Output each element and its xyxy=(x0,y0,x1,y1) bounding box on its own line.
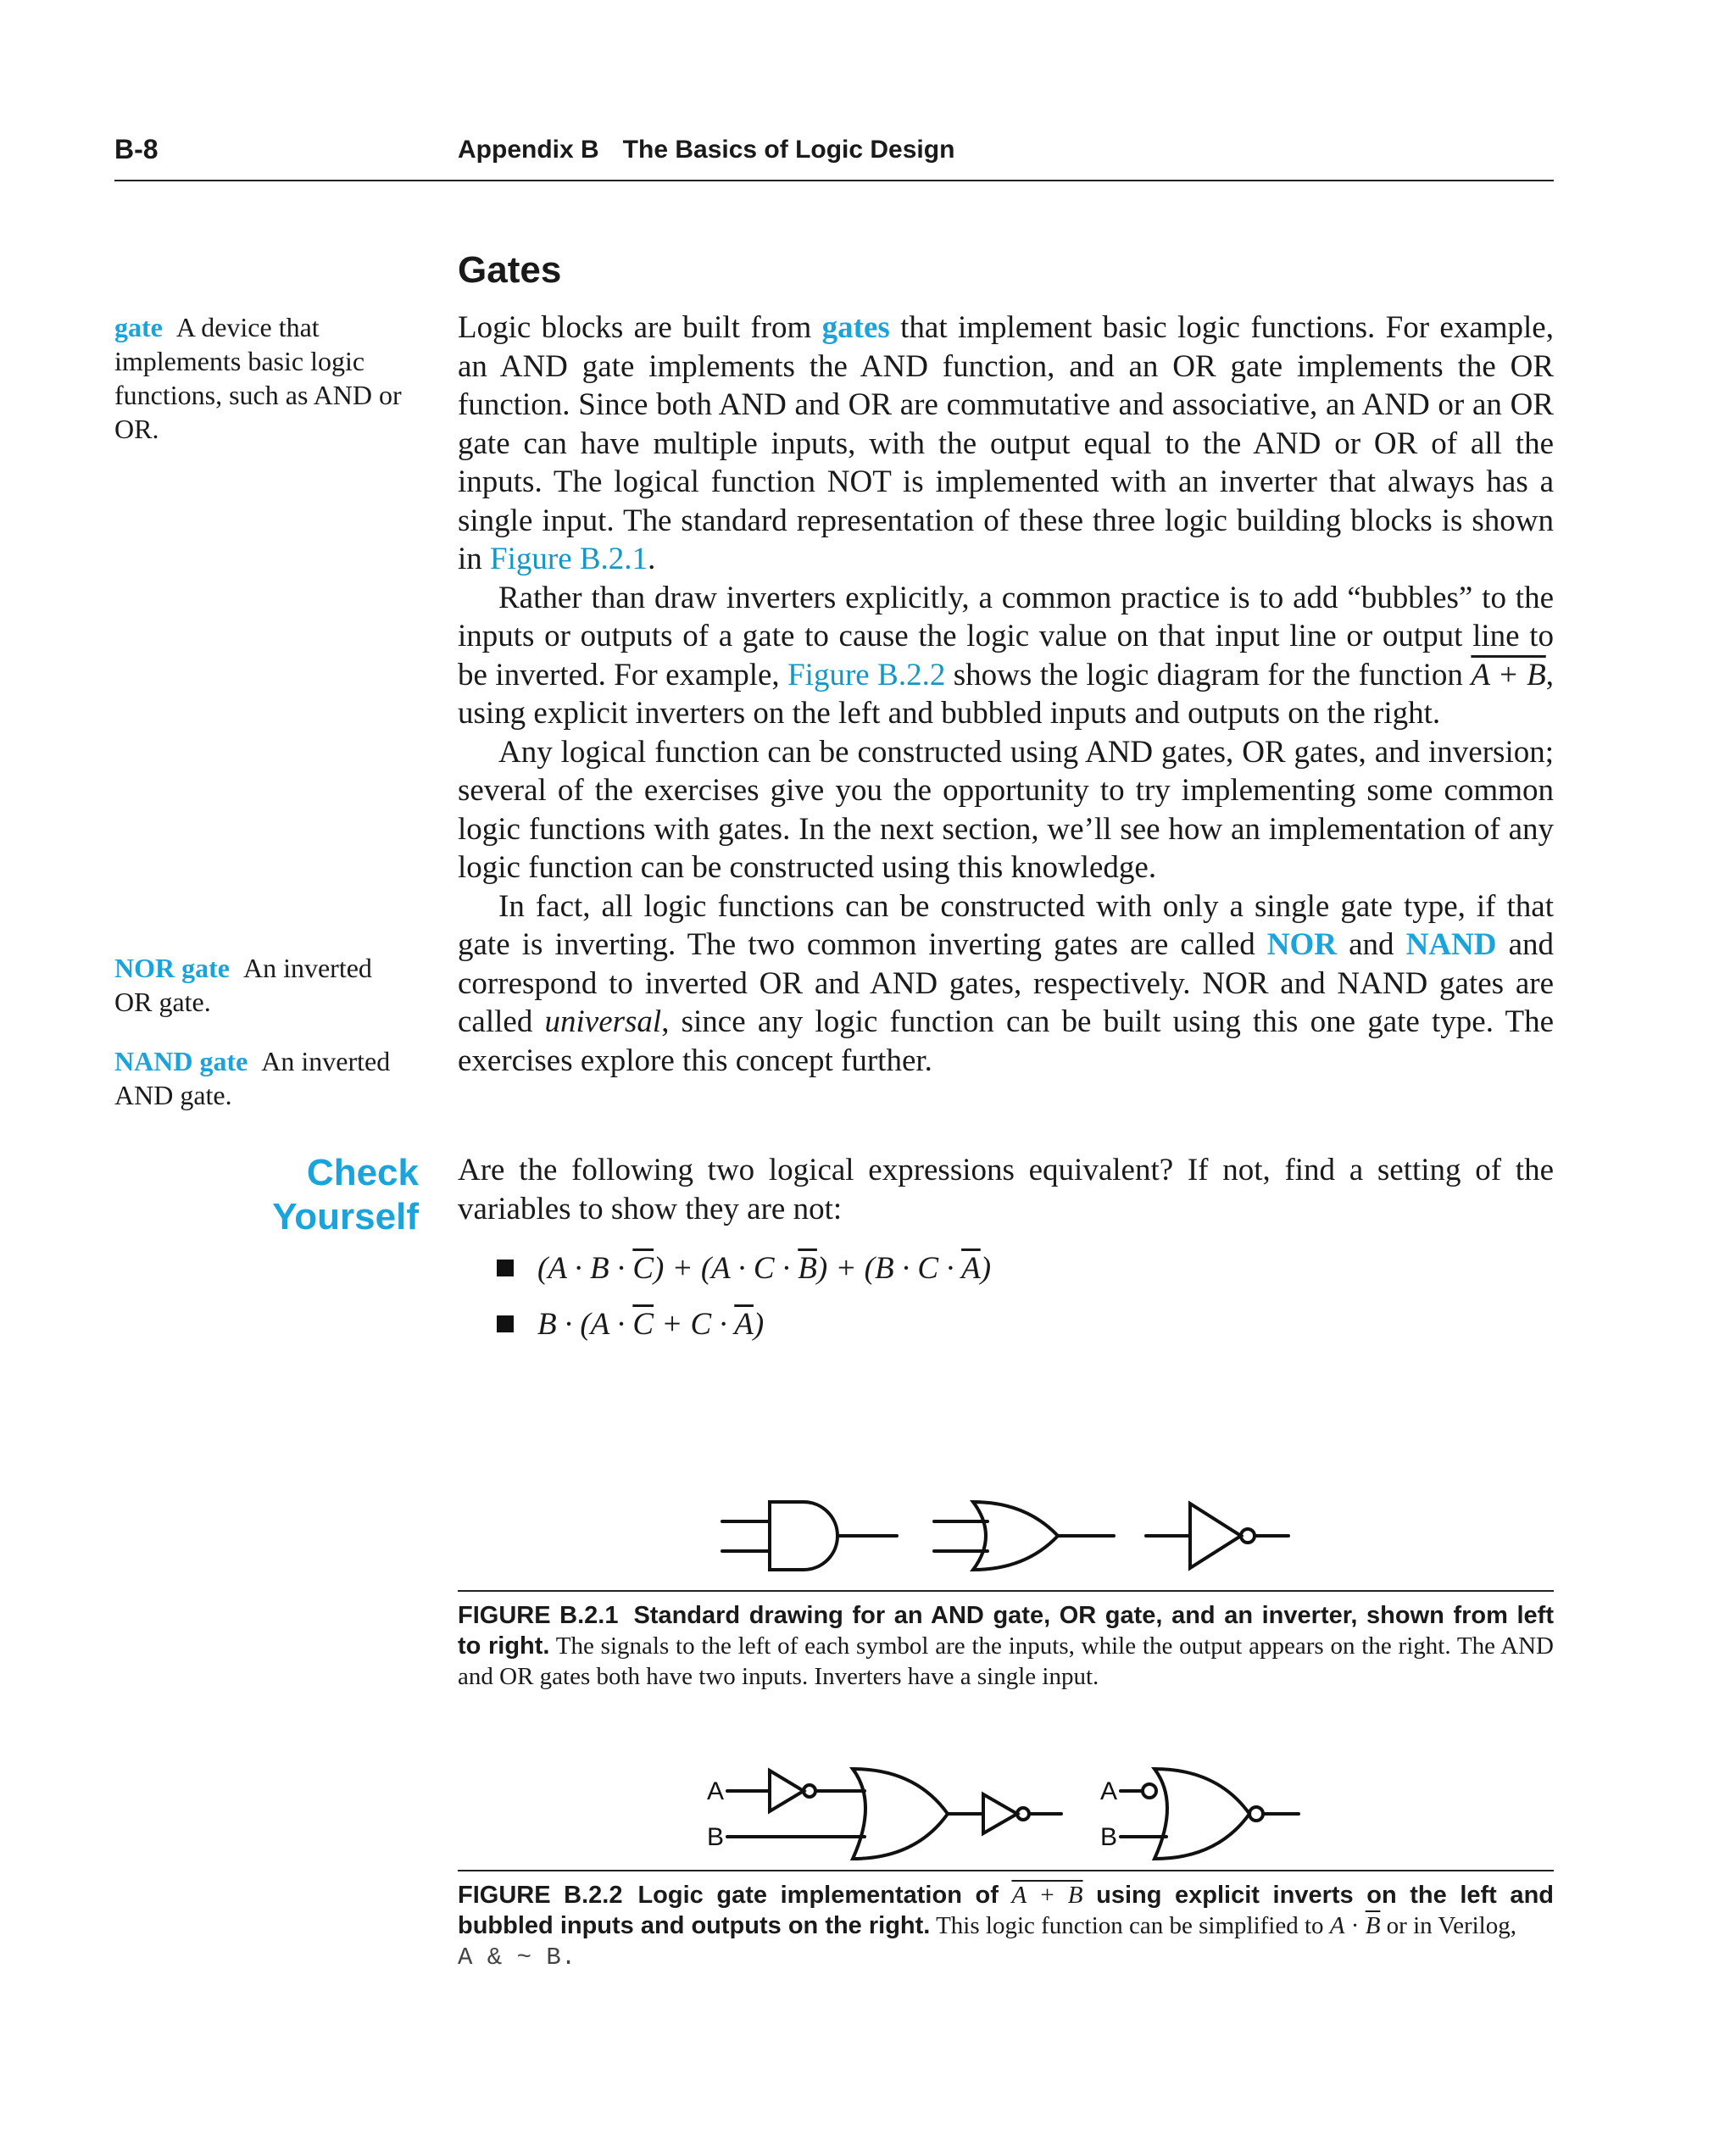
running-header xyxy=(458,136,954,164)
text-run: , using explicit inverters on the left and bubbled inputs and outputs on the right. xyxy=(458,657,1554,731)
expr-part: ) + (A · C · xyxy=(654,1251,798,1286)
bullet-square-icon xyxy=(497,1260,514,1276)
figure-b22-caption xyxy=(458,1880,1554,1973)
figure-b21-caption xyxy=(458,1600,1554,1692)
page-number: B-8 xyxy=(114,134,159,164)
caption-bold: Standard drawing for an AND gate, OR gate, and an inverter, shown from left to right. xyxy=(458,1602,1554,1660)
verilog-code: A & ~ B. xyxy=(458,1944,576,1971)
check-yourself-question: Are the following two logical expressions equivalent? If not, find a setting of the variables to show they are not: xyxy=(458,1153,1554,1226)
paragraph-4 xyxy=(458,887,1554,1081)
expr-part: + C · xyxy=(654,1307,735,1342)
figure-b22-diagram xyxy=(695,1759,1322,1869)
appendix-title: The Basics of Logic Design xyxy=(622,136,955,164)
paragraph-1 xyxy=(458,309,1554,579)
text-run: and correspond to inverted OR and AND gates, respectively. NOR and NAND gates are called xyxy=(458,927,1554,1039)
body-text xyxy=(458,309,1554,1080)
expr-part-negated: $\overline{B}$ xyxy=(798,1251,817,1286)
input-label-a: A xyxy=(707,1777,725,1805)
text-run: shows the logic diagram for the function xyxy=(945,657,1472,692)
caption-bold: using explicit inverts on the left and bubbled inputs and outputs on the right. xyxy=(458,1882,1554,1939)
input-label-b: B xyxy=(1100,1823,1118,1851)
margin-definition: An inverted OR gate. xyxy=(114,953,372,1017)
margin-definition: An inverted AND gate. xyxy=(114,1046,391,1110)
caption-bold: Logic gate implementation of xyxy=(637,1882,1012,1909)
text-run: In fact, all logic functions can be constructed with only a single gate type, if that gate is inverting. The two common inverting gates are called xyxy=(458,888,1554,962)
or-gate-icon xyxy=(853,1769,948,1859)
text-run: . xyxy=(648,542,656,576)
inverter-icon xyxy=(983,1794,1061,1833)
figure-link-b21[interactable]: Figure B.2.1 xyxy=(490,542,648,576)
inverter-icon xyxy=(1146,1504,1288,1568)
check-label-line1: Check xyxy=(306,1152,419,1193)
caption-text: This logic function can be simplified to xyxy=(930,1912,1330,1939)
header-rule xyxy=(114,180,1554,181)
check-yourself-label xyxy=(212,1151,419,1239)
expr-part-negated: $\overline{A}$ xyxy=(961,1251,981,1286)
expr-part: (A · B · xyxy=(537,1251,633,1286)
inverter-icon xyxy=(727,1771,865,1811)
keyword-nor: NOR xyxy=(1266,927,1338,962)
margin-term: NOR gate xyxy=(114,953,230,983)
figure-label: FIGURE B.2.1 xyxy=(458,1602,619,1629)
input-label-a: A xyxy=(1100,1777,1118,1805)
caption-math: A + B xyxy=(1011,1882,1083,1909)
section-heading: Gates xyxy=(458,249,562,291)
figure-b21-rule xyxy=(458,1590,1554,1592)
keyword-gates: gates xyxy=(821,310,890,345)
expression-item-1 xyxy=(497,1249,991,1287)
figure-link-b22[interactable]: Figure B.2.2 xyxy=(787,657,946,692)
expression-item-2 xyxy=(497,1305,764,1343)
emphasis-universal: universal xyxy=(544,1004,662,1039)
input-label-b: B xyxy=(707,1823,725,1851)
text-run: and xyxy=(1337,927,1406,962)
expr-part: ) + (B · C · xyxy=(816,1251,962,1286)
check-label-line2: Yourself xyxy=(272,1196,419,1237)
expr-part: B · (A · xyxy=(537,1307,633,1342)
text-run: Rather than draw inverters explicitly, a common practice is to add “bubbles” to the inputs or outputs of a gate to cause the logic value on that input line or output line to be inverted. For example, xyxy=(458,580,1554,692)
expr-part-negated: $\overline{C}$ xyxy=(632,1251,654,1286)
margin-term: gate xyxy=(114,312,163,342)
expr-part: ) xyxy=(980,1251,992,1286)
margin-note-nor-gate xyxy=(114,951,415,1019)
math-expression: A + B xyxy=(1471,657,1546,692)
and-gate-icon xyxy=(722,1502,897,1570)
bullet-square-icon xyxy=(497,1315,514,1332)
expr-part: ) xyxy=(753,1307,765,1342)
caption-text: The signals to the left of each symbol are the inputs, while the output appears on the right. The AND and OR gates both have two inputs. Inverters have a single input. xyxy=(458,1632,1554,1690)
margin-note-gate xyxy=(114,310,415,446)
text-run: , since any logic function can be built using this one gate type. The exercises explore this concept further. xyxy=(458,1004,1554,1078)
paragraph-2 xyxy=(458,579,1554,733)
or-gate-icon xyxy=(934,1502,1114,1570)
caption-math-a: A xyxy=(1329,1912,1345,1939)
nor-gate-bubbled-icon xyxy=(1143,1769,1299,1859)
margin-term: NAND gate xyxy=(114,1046,248,1076)
figure-label: FIGURE B.2.2 xyxy=(458,1882,623,1909)
paragraph-3: Any logical function can be constructed using AND gates, OR gates, and inversion; several of the exercises give you the opportunity to try implementing some common logic functions with gates. In the next section, we’ll see how an implementation of any logic function can be constructed using this knowledge. xyxy=(458,734,1554,885)
keyword-nand: NAND xyxy=(1405,927,1497,962)
appendix-label: Appendix B xyxy=(458,136,599,164)
text-run: that implement basic logic functions. For example, an AND gate implements the AND function, and an OR gate implements the OR function. Since both AND and OR are commutative and associative, an AND or an OR gate can have multiple inputs, with the output equal to the AND or OR of all the inputs. The logical function NOT is implemented with an inverter that always has a single input. The standard representation of these three logic building blocks is shown in xyxy=(458,310,1554,576)
expr-part-negated: $\overline{C}$ xyxy=(632,1307,654,1342)
figure-b21-gates xyxy=(712,1492,1305,1585)
text-run: Logic blocks are built from xyxy=(458,310,822,345)
expr-part-negated: $\overline{A}$ xyxy=(734,1307,754,1342)
margin-definition: A device that implements basic logic functions, such as AND or OR. xyxy=(114,312,402,444)
figure-b22-rule xyxy=(458,1870,1554,1871)
caption-text: or in Verilog, xyxy=(1380,1912,1516,1939)
caption-math-b: $\overline{B}$ xyxy=(1365,1912,1381,1939)
margin-note-nand-gate xyxy=(114,1044,415,1112)
caption-math-dot: · xyxy=(1344,1912,1366,1939)
